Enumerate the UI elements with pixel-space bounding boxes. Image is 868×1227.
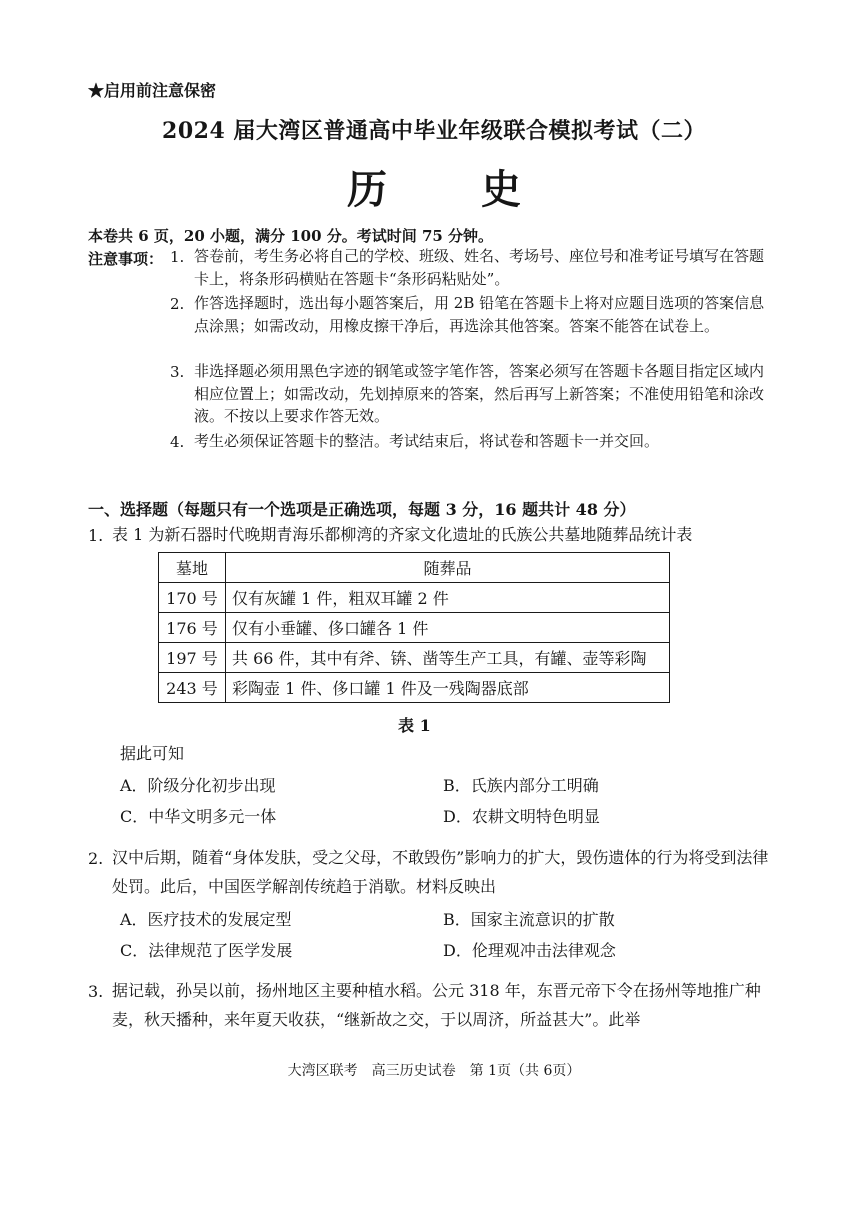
option-a[interactable]: A．医疗技术的发展定型 (120, 910, 292, 929)
question-number: 2. (88, 849, 104, 868)
notice-item: 非选择题必须用黑色字迹的钢笔或签字笔作答，答案必须写在答题卡各题目指定区域内相应位置上；如需改动，先划掉原来的答案，然后再写上新答案；不准使用铅笔和涂改液。不按以上要求作答无效。 (194, 362, 765, 425)
table-cell: 243 号 (159, 673, 226, 703)
table-cell: 197 号 (159, 643, 226, 673)
option-c[interactable]: C．中华文明多元一体 (120, 807, 277, 826)
question-number: 1. (88, 526, 104, 545)
table-row (159, 583, 670, 613)
notice-item-number: 4. (170, 433, 185, 451)
exam-title: 2024 届大湾区普通高中毕业年级联合模拟考试（二） (162, 118, 706, 144)
table-header-row (159, 553, 670, 583)
table-row (159, 643, 670, 673)
question-stem: 汉中后期，随着“身体发肤，受之父母，不敢毁伤”影响力的扩大，毁伤遗体的行为将受到法律处罚。此后，中国医学解剖传统趋于消歇。材料反映出 (112, 848, 769, 896)
table-header-cell: 随葬品 (226, 553, 670, 583)
table-cell: 170 号 (159, 583, 226, 613)
table-cell: 彩陶壶 1 件、侈口罐 1 件及一残陶器底部 (226, 673, 670, 703)
question-lead: 据此可知 (120, 744, 185, 763)
table-header-cell: 墓地 (159, 553, 226, 583)
notice-item: 答卷前，考生务必将自己的学校、班级、姓名、考场号、座位号和准考证号填写在答题卡上，将条形码横贴在答题卡“条形码粘贴处”。 (194, 247, 765, 288)
exam-info: 本卷共 6 页，20 小题，满分 100 分。考试时间 75 分钟。 (88, 227, 494, 245)
notice-item-number: 3. (170, 363, 185, 381)
notice-item-number: 2. (170, 295, 185, 313)
table-row (159, 613, 670, 643)
question-number: 3. (88, 982, 104, 1001)
option-d[interactable]: D．农耕文明特色明显 (443, 807, 600, 826)
table-row (159, 673, 670, 703)
confidential-label: ★启用前注意保密 (88, 81, 217, 100)
option-a[interactable]: A．阶级分化初步出现 (120, 776, 276, 795)
option-b[interactable]: B．国家主流意识的扩散 (443, 910, 615, 929)
notice-label: 注意事项： (88, 250, 164, 268)
option-b[interactable]: B．氏族内部分工明确 (443, 776, 599, 795)
section-heading: 一、选择题（每题只有一个选项是正确选项，每题 3 分，16 题共计 48 分） (88, 500, 636, 519)
page-footer: 大湾区联考 高三历史试卷 第 1页（共 6页） (287, 1063, 581, 1079)
option-d[interactable]: D．伦理观冲击法律观念 (443, 941, 616, 960)
table-caption: 表 1 (398, 716, 431, 735)
table-cell: 176 号 (159, 613, 226, 643)
table-cell: 共 66 件，其中有斧、锛、凿等生产工具，有罐、壶等彩陶 (226, 643, 670, 673)
table-cell: 仅有灰罐 1 件，粗双耳罐 2 件 (226, 583, 670, 613)
notice-item: 作答选择题时，选出每小题答案后，用 2B 铅笔在答题卡上将对应题目选项的答案信息点涂黑；如需改动，用橡皮擦干净后，再选涂其他答案。答案不能答在试卷上。 (194, 294, 765, 335)
notice-item: 考生必须保证答题卡的整洁。考试结束后，将试卷和答题卡一并交回。 (194, 432, 660, 450)
question-stem: 表 1 为新石器时代晚期青海乐都柳湾的齐家文化遗址的氏族公共墓地随葬品统计表 (112, 525, 693, 544)
notice-item-number: 1. (170, 248, 185, 266)
question-stem: 据记载，孙吴以前，扬州地区主要种植水稻。公元 318 年，东晋元帝下令在扬州等地推广种麦，秋天播种，来年夏天收获，“继新故之交，于以周济，所益甚大”。此举 (112, 981, 761, 1029)
option-c[interactable]: C．法律规范了医学发展 (120, 941, 293, 960)
subject-title: 历 史 (347, 166, 561, 213)
table-cell: 仅有小垂罐、侈口罐各 1 件 (226, 613, 670, 643)
burial-goods-table (158, 552, 670, 703)
